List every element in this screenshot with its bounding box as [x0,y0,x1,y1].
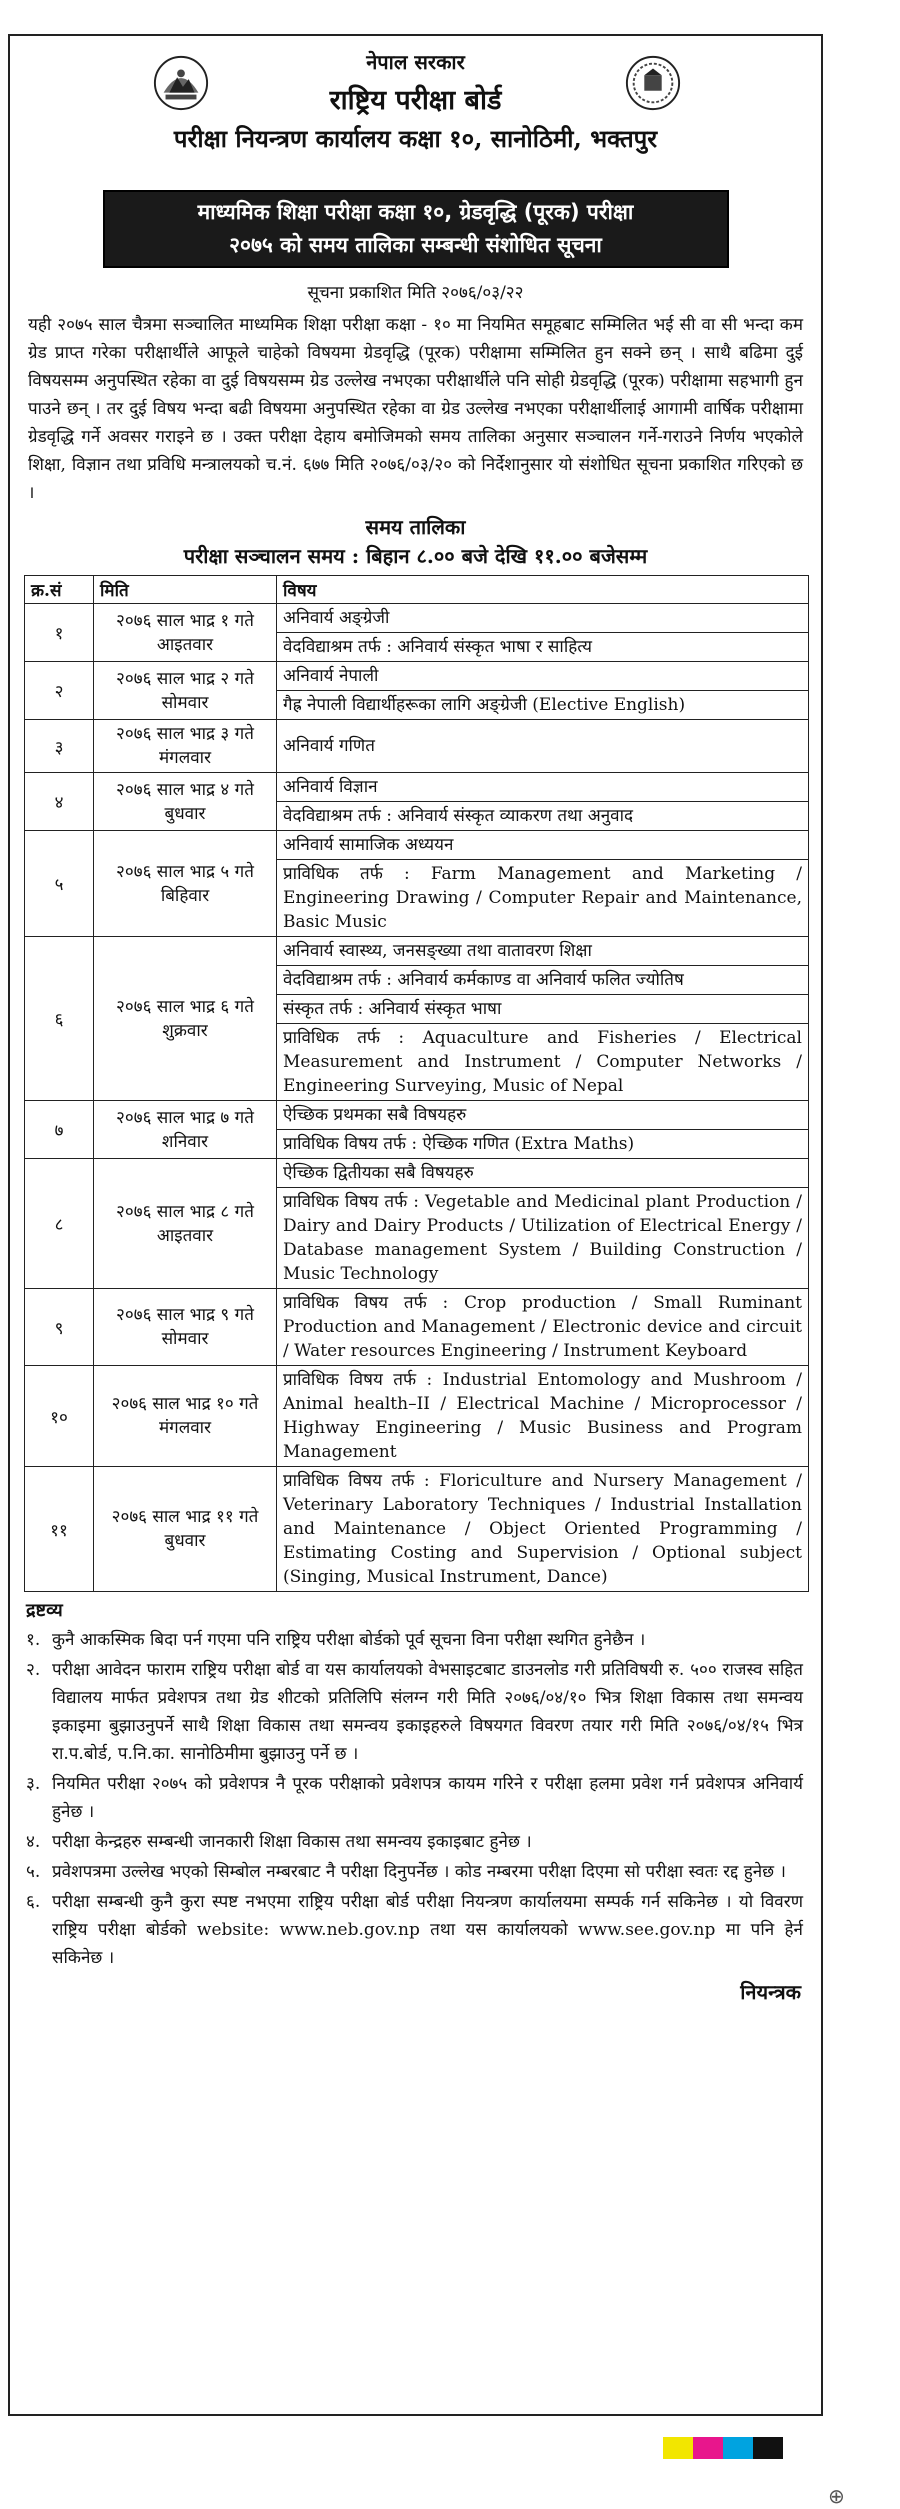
note-item [26,1656,803,1768]
table-row [25,1467,809,1592]
row-subject: अनिवार्य नेपाली [277,662,809,691]
row-subject: प्राविधिक विषय तर्फ : Floriculture and Nursery Management / Veterinary Laboratory Techniques / Industrial Installation and Maintenance / Object Oriented Programming / Estimating Costing and Supervision / Optional subject (Singing, Musical Instrument, Dance) [277,1467,809,1592]
row-sn: ७ [25,1101,94,1159]
row-date: २०७६ साल भाद्र ७ गते शनिवार [94,1101,277,1159]
note-number: ६. [26,1892,41,1912]
note-text: नियमित परीक्षा २०७५ को प्रवेशपत्र नै पूरक परीक्षाको प्रवेशपत्र कायम गरिने र परीक्षा हलमा प्रवेश गर्न प्रवेशपत्र अनिवार्य हुनेछ । [52,1774,803,1822]
header-date: मिति [94,576,277,604]
note-text: परीक्षा सम्बन्धी कुनै कुरा स्पष्ट नभएमा राष्ट्रिय परीक्षा बोर्ड परीक्षा नियन्त्रण कार्यालयमा सम्पर्क गर्न सकिनेछ । यो विवरण राष्ट्रिय परीक्षा बोर्डको website: www.neb.gov.np तथा यस कार्यालयको www.see.gov.np मा पनि हेर्न सकिनेछ । [52,1892,803,1968]
note-text: कुनै आकस्मिक बिदा पर्न गएमा पनि राष्ट्रिय परीक्षा बोर्डको पूर्व सूचना विना परीक्षा स्थगित हुनेछैन । [52,1630,646,1650]
registration-mark-icon: ⊕ [828,2484,845,2508]
row-sn: ६ [25,937,94,1101]
row-subject: प्राविधिक विषय तर्फ : Crop production / Small Ruminant Production and Management / Electronic device and circuit / Water resources Engineering / Instrument Keyboard [277,1289,809,1366]
row-date: २०७६ साल भाद्र ९ गते सोमवार [94,1289,277,1366]
table-row [25,1366,809,1467]
banner-line-2: २०७५ को समय तालिका सम्बन्धी संशोधित सूचना [229,233,602,257]
office-name: परीक्षा नियन्त्रण कार्यालय कक्षा १०, सानोठिमी, भक्तपुर [173,124,658,153]
color-swatch [693,2437,723,2459]
header-sn: क्र.सं [25,576,94,604]
note-text: प्रवेशपत्रमा उल्लेख भएको सिम्बोल नम्बरबाट नै परीक्षा दिनुपर्नेछ । कोड नम्बरमा परीक्षा दिएमा सो परीक्षा स्वतः रद्द हुनेछ । [52,1862,786,1882]
row-subject: संस्कृत तर्फ : अनिवार्य संस्कृत भाषा [277,995,809,1024]
note-number: २. [26,1660,41,1680]
row-subject: प्राविधिक विषय तर्फ : Vegetable and Medicinal plant Production / Dairy and Dairy Products / Utilization of Electrical Energy / Database management System / Building Construction / Music Technology [277,1188,809,1289]
note-item [26,1770,803,1826]
row-subject: गैह्र नेपाली विद्यार्थीहरूका लागि अङ्ग्रेजी (Elective English) [277,691,809,720]
table-row [25,937,809,966]
row-subject: अनिवार्य स्वास्थ्य, जनसङ्ख्या तथा वातावरण शिक्षा [277,937,809,966]
row-subject: प्राविधिक तर्फ : Aquaculture and Fisheries / Electrical Measurement and Instrument / Computer Networks / Engineering Surveying, Music of Nepal [277,1024,809,1101]
header-subject: विषय [277,576,809,604]
row-sn: २ [25,662,94,720]
note-number: ३. [26,1774,41,1794]
signature: नियन्त्रक [740,1980,801,2004]
row-date: २०७६ साल भाद्र ११ गते बुधवार [94,1467,277,1592]
note-text: परीक्षा आवेदन फाराम राष्ट्रिय परीक्षा बोर्ड वा यस कार्यालयको वेभसाइटबाट डाउनलोड गरी प्रतिविषयी रु. ५०० राजस्व सहित विद्यालय मार्फत प्रवेशपत्र तथा ग्रेड शीटको प्रतिलिपि संलग्न गरी मिति २०७६/०४/१० भित्र शिक्षा विकास तथा समन्वय इकाइमा बुझाउनुपर्ने साथै शिक्षा विकास तथा समन्वय इकाइहरुले विषयगत विवरण तयार गरी मिति २०७६/०४/१५ भित्र रा.प.बोर्ड, प.नि.का. सानोठिमीमा बुझाउनु पर्ने छ । [52,1660,803,1764]
row-date: २०७६ साल भाद्र १० गते मंगलवार [94,1366,277,1467]
table-row [25,604,809,633]
row-sn: ४ [25,773,94,831]
row-date: २०७६ साल भाद्र ५ गते बिहिवार [94,831,277,937]
table-row [25,773,809,802]
row-sn: ५ [25,831,94,937]
intro-paragraph: यही २०७५ साल चैत्रमा सञ्चालित माध्यमिक शिक्षा परीक्षा कक्षा - १० मा नियमित समूहबाट सम्मिलित भई सी वा सी भन्दा कम ग्रेड प्राप्त गरेका परीक्षार्थीले आफूले चाहेको विषयमा ग्रेडवृद्धि (पूरक) परीक्षामा सम्मिलित हुन सक्ने छन् । साथै बढिमा दुई विषयसम्म अनुपस्थित रहेका वा दुई विषयसम्म ग्रेड उल्लेख नभएका परीक्षार्थीले पनि सोही ग्रेडवृद्धि (पूरक) परीक्षामा सहभागी हुन पाउने छन् । तर दुई विषय भन्दा बढी विषयमा अनुपस्थित रहेका वा ग्रेड उल्लेख नभएका परीक्षार्थीलाई आगामी वार्षिक परीक्षामा ग्रेडवृद्धि गर्ने अवसर गराइने छ । उक्त परीक्षा देहाय बमोजिमको समय तालिका अनुसार सञ्चालन गर्ने-गराउने निर्णय भएकोले शिक्षा, विज्ञान तथा प्रविधि मन्त्रालयको च.नं. ६७७ मिति २०७६/०३/२० को निर्देशानुसार यो संशोधित सूचना प्रकाशित गरिएको छ । [28,315,803,503]
row-date: २०७६ साल भाद्र १ गते आइतवार [94,604,277,662]
government-name: नेपाल सरकार [366,50,465,74]
row-subject: ऐच्छिक द्वितीयका सबै विषयहरु [277,1159,809,1188]
print-color-bar [663,2437,783,2459]
row-date: २०७६ साल भाद्र ४ गते बुधवार [94,773,277,831]
row-date: २०७६ साल भाद्र २ गते सोमवार [94,662,277,720]
notice-sheet [8,34,823,2416]
row-sn: १ [25,604,94,662]
note-number: ५. [26,1862,41,1882]
row-subject: वेदविद्याश्रम तर्फ : अनिवार्य कर्मकाण्ड वा अनिवार्य फलित ज्योतिष [277,966,809,995]
note-item [26,1888,803,1972]
banner-line-1: माध्यमिक शिक्षा परीक्षा कक्षा १०, ग्रेडवृद्धि (पूरक) परीक्षा [197,200,634,224]
color-swatch [663,2437,693,2459]
row-sn: १० [25,1366,94,1467]
notes-list [26,1626,803,1972]
schedule-title: समय तालिका [365,515,466,539]
row-subject: अनिवार्य अङ्ग्रेजी [277,604,809,633]
color-swatch [723,2437,753,2459]
row-sn: ८ [25,1159,94,1289]
notes-title: द्रष्टव्य [26,1600,63,1621]
row-date: २०७६ साल भाद्र ३ गते मंगलवार [94,720,277,773]
row-subject: वेदविद्याश्रम तर्फ : अनिवार्य संस्कृत भाषा र साहित्य [277,633,809,662]
note-text: परीक्षा केन्द्रहरु सम्बन्धी जानकारी शिक्षा विकास तथा समन्वय इकाइबाट हुनेछ । [52,1832,532,1852]
row-subject: प्राविधिक विषय तर्फ : Industrial Entomology and Mushroom / Animal health–II / Electrical Machine / Microprocessor / Highway Engineering / Music Business and Program Management [277,1366,809,1467]
table-row [25,662,809,691]
note-item [26,1858,803,1886]
row-subject: प्राविधिक तर्फ : Farm Management and Marketing / Engineering Drawing / Computer Repair and Maintenance, Basic Music [277,860,809,937]
row-date: २०७६ साल भाद्र ८ गते आइतवार [94,1159,277,1289]
table-row [25,1101,809,1130]
table-row [25,1159,809,1188]
table-row [25,831,809,860]
row-date: २०७६ साल भाद्र ६ गते शुक्रवार [94,937,277,1101]
published-date: सूचना प्रकाशित मिति २०७६/०३/२२ [307,283,524,303]
row-subject: वेदविद्याश्रम तर्फ : अनिवार्य संस्कृत व्याकरण तथा अनुवाद [277,802,809,831]
row-subject: प्राविधिक विषय तर्फ : ऐच्छिक गणित (Extra Maths) [277,1130,809,1159]
row-subject: अनिवार्य गणित [277,720,809,773]
row-subject: अनिवार्य विज्ञान [277,773,809,802]
row-sn: ११ [25,1467,94,1592]
table-row [25,1289,809,1366]
notice-header [10,36,821,176]
table-row [25,720,809,773]
row-subject: ऐच्छिक प्रथमका सबै विषयहरु [277,1101,809,1130]
notice-banner [103,190,729,268]
neb-seal-icon [624,54,682,112]
exam-time: परीक्षा सञ्चालन समय : बिहान ८.०० बजे देखि ११.०० बजेसम्म [183,544,648,568]
row-subject: अनिवार्य सामाजिक अध्ययन [277,831,809,860]
schedule-body [25,604,809,1592]
note-number: ४. [26,1832,41,1852]
note-item [26,1626,803,1654]
schedule-table [24,575,809,1592]
table-header-row [25,576,809,604]
board-name: राष्ट्रिय परीक्षा बोर्ड [329,85,502,116]
row-sn: ९ [25,1289,94,1366]
note-number: १. [26,1630,41,1650]
note-item [26,1828,803,1856]
color-swatch [753,2437,783,2459]
row-sn: ३ [25,720,94,773]
